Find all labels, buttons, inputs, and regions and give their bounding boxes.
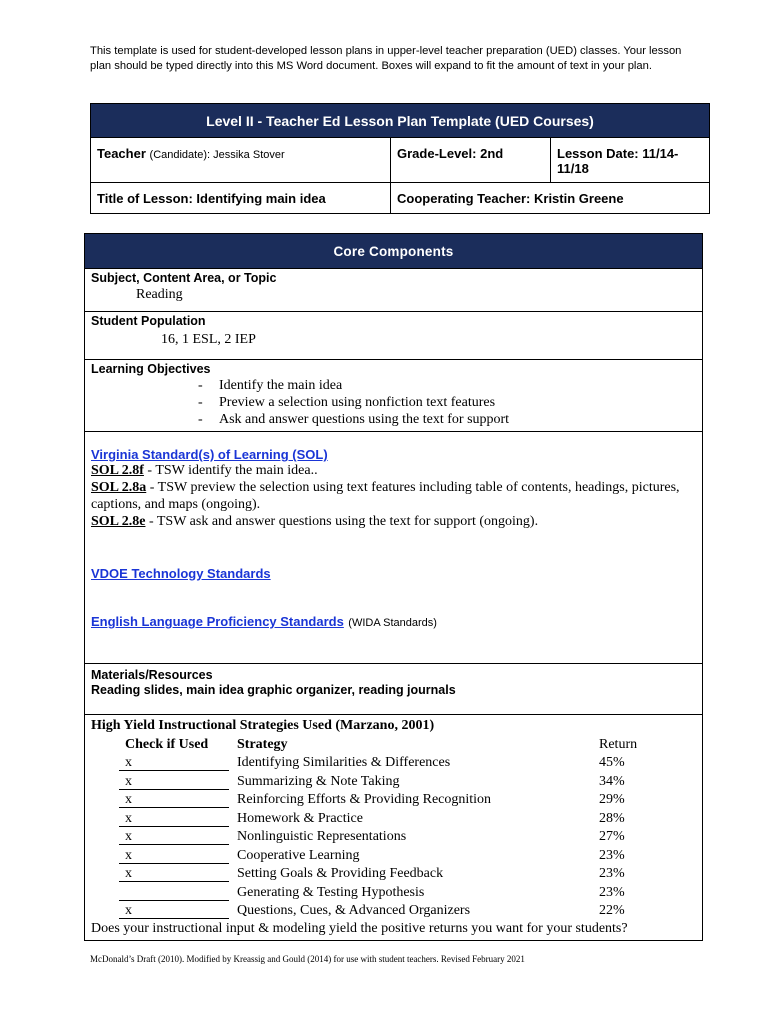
core-components-heading: Core Components: [85, 234, 703, 269]
strategy-row: [91, 790, 696, 809]
sol-item: SOL 2.8f - TSW identify the main idea..: [91, 463, 318, 478]
strategy-row: [91, 901, 696, 920]
strategies-section[interactable]: [85, 715, 703, 941]
materials-value: Reading slides, main idea graphic organizer, reading journals: [91, 683, 456, 697]
lesson-plan-title: Level II - Teacher Ed Lesson Plan Template (UED Courses): [91, 104, 710, 138]
sol-link[interactable]: Virginia Standard(s) of Learning (SOL): [91, 447, 328, 462]
cooperating-teacher[interactable]: Cooperating Teacher: Kristin Greene: [391, 183, 710, 214]
strategy-name: Identifying Similarities & Differences: [237, 755, 451, 770]
strategy-name: Reinforcing Efforts & Providing Recognition: [237, 792, 492, 807]
strategy-row: [91, 771, 696, 790]
objectives-label: Learning Objectives: [91, 362, 211, 376]
strategy-check-field[interactable]: x: [119, 829, 229, 845]
teacher-cell[interactable]: [91, 138, 391, 183]
col-return-header: Return: [599, 736, 638, 752]
strategy-check-field[interactable]: x: [119, 903, 229, 919]
strategy-row: [91, 882, 696, 901]
subject-section[interactable]: [85, 269, 703, 312]
teacher-name: (Candidate): Jessika Stover: [149, 149, 285, 161]
strategies-title: High Yield Instructional Strategies Used (Marzano, 2001): [91, 718, 435, 733]
objectives-section[interactable]: [85, 360, 703, 432]
elp-standards-link[interactable]: English Language Proficiency Standards: [91, 614, 344, 629]
strategies-header-row: [91, 734, 696, 753]
strategy-check-field[interactable]: x: [119, 792, 229, 808]
footer-note: McDonald’s Draft (2010). Modified by Kreassig and Gould (2014) for use with student teachers. Revised February 2021: [90, 954, 525, 964]
teacher-label: Teacher: [97, 146, 146, 161]
strategy-return: 45%: [599, 755, 625, 770]
strategy-row: [91, 753, 696, 772]
strategy-name: Cooperative Learning: [237, 847, 360, 863]
lesson-header-table: [90, 103, 710, 214]
strategy-return: 22%: [599, 903, 625, 918]
strategy-name: Generating & Testing Hypothesis: [237, 884, 425, 900]
lesson-date[interactable]: Lesson Date: 11/14-11/18: [551, 138, 710, 183]
strategy-row: [91, 808, 696, 827]
strategy-row: [91, 845, 696, 864]
strategy-name: Setting Goals & Providing Feedback: [237, 866, 444, 881]
strategy-check-field[interactable]: x: [119, 811, 229, 827]
strategy-row: [91, 827, 696, 846]
population-section[interactable]: [85, 312, 703, 360]
strategy-name: Questions, Cues, & Advanced Organizers: [237, 903, 471, 918]
subject-value: Reading: [136, 287, 183, 302]
strategy-check-field[interactable]: x: [119, 755, 229, 771]
wida-note: (WIDA Standards): [348, 617, 437, 629]
strategy-check-field[interactable]: x: [119, 866, 229, 882]
strategy-return: 23%: [599, 847, 625, 863]
standards-section[interactable]: [85, 432, 703, 664]
population-label: Student Population: [91, 314, 206, 328]
strategies-list: [91, 753, 696, 920]
objective-item: - Ask and answer questions using the text for support: [198, 412, 510, 427]
strategy-return: 23%: [599, 866, 625, 881]
grade-level[interactable]: Grade-Level: 2nd: [391, 138, 551, 183]
sol-item: SOL 2.8e - TSW ask and answer questions using the text for support (ongoing).: [91, 514, 539, 529]
strategy-return: 27%: [599, 829, 625, 844]
title-of-lesson[interactable]: Title of Lesson: Identifying main idea: [91, 183, 391, 214]
strategy-name: Homework & Practice: [237, 810, 363, 826]
objective-item: - Identify the main idea: [198, 378, 343, 393]
strategy-name: Summarizing & Note Taking: [237, 773, 400, 789]
strategy-check-field[interactable]: x: [119, 848, 229, 864]
strategies-question: Does your instructional input & modeling yield the positive returns you want for your students?: [91, 921, 628, 936]
core-components-table: [84, 233, 703, 941]
strategy-return: 29%: [599, 792, 625, 807]
population-value: 16, 1 ESL, 2 IEP: [161, 332, 256, 347]
materials-section[interactable]: [85, 664, 703, 715]
subject-label: Subject, Content Area, or Topic: [91, 271, 277, 285]
strategy-check-field[interactable]: [119, 885, 229, 901]
col-strategy-header: Strategy: [237, 736, 288, 752]
elp-standards-row: [91, 613, 696, 631]
strategy-return: 23%: [599, 884, 625, 900]
strategy-return: 28%: [599, 810, 625, 826]
col-check-header: Check if Used: [125, 736, 209, 752]
sol-item: SOL 2.8a - TSW preview the selection using text features including table of contents, headings, pictures, captions, and maps (ongoing).: [91, 480, 680, 512]
strategy-row: [91, 864, 696, 883]
strategy-return: 34%: [599, 773, 625, 789]
vdoe-technology-link[interactable]: VDOE Technology Standards: [91, 566, 271, 581]
intro-text: This template is used for student-developed lesson plans in upper-level teacher preparation (UED) classes. Your lesson plan should be typed directly into this MS Word document. Boxes will expand to fit the amount of text in your plan.: [90, 45, 682, 72]
strategy-check-field[interactable]: x: [119, 774, 229, 790]
materials-label: Materials/Resources: [91, 668, 213, 682]
objective-item: - Preview a selection using nonfiction text features: [198, 395, 496, 410]
strategy-name: Nonlinguistic Representations: [237, 829, 407, 844]
